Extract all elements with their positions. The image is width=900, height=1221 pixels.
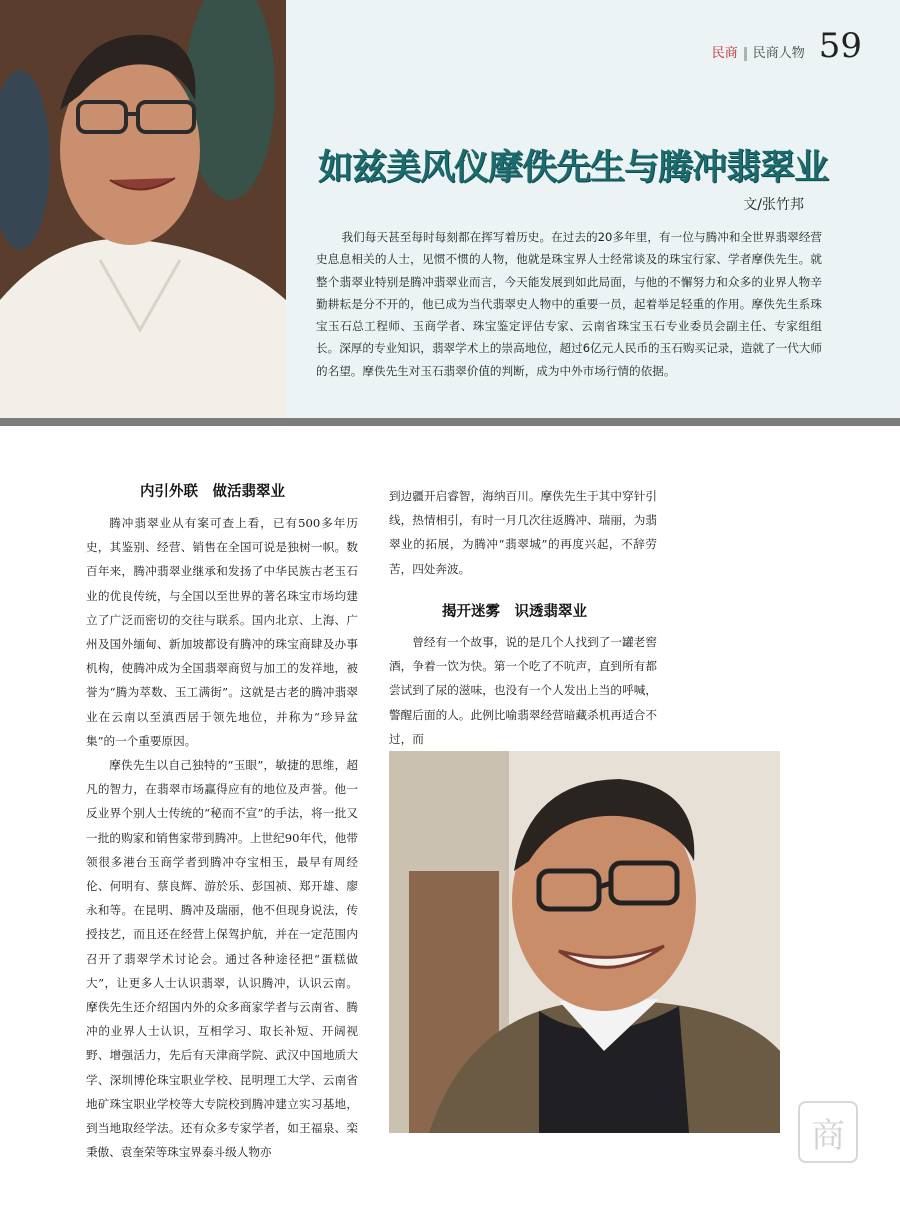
article-title: 如兹美风仪摩佚先生与腾冲翡翠业: [318, 148, 829, 188]
body-paragraph: 腾冲翡翠业从有案可查上看，已有500多年历史，其鉴别、经营、销售在全国可说是独树一帜。数百年来，腾冲翡翠业继承和发扬了中华民族古老玉石业的优良传统，与全国以至世界的著名珠宝市场均建立了广泛而密切的交往与联系。国内北京、上海、广州及国外缅甸、新加坡都设有腾冲的珠宝商肆及办事机构，使腾冲成为全国翡翠商贸与加工的发祥地，被誉为“腾为萃数、玉工满街”。这就是古老的腾冲翡翠业在云南以至滇西居于领先地位，并称为“珍异盆集”的一个重要原因。: [86, 516, 358, 748]
body-paragraph: 到边疆开启睿智，海纳百川。摩佚先生于其中穿针引线，热情相引，有时一月几次往返腾冲、瑞丽，为翡翠业的拓展，为腾冲“翡翠城”的再度兴起，不辞劳苦，四处奔波。: [389, 489, 657, 576]
portrait-photo-bottom: [389, 751, 780, 1133]
section-divider-bar: [0, 418, 900, 426]
section-heading-1: 内引外联 做活翡翠业: [140, 484, 285, 500]
header-category: 民商: [711, 46, 738, 61]
article-author: 文/张竹邦: [743, 197, 804, 213]
logo-glyph: 商: [811, 1115, 845, 1156]
portrait-illustration-bottom: [389, 751, 780, 1133]
magazine-logo: [798, 1101, 858, 1163]
body-paragraph: 曾经有一个故事，说的是几个人找到了一罐老窖酒，争着一饮为快。第一个吃了不吭声，直到所有都尝试到了尿的滋味，也没有一个人发出上当的呼喊，警醒后面的人。此例比喻翡翠经营暗藏杀机再适合不过，而: [389, 635, 657, 746]
body-column-right-mid: [389, 630, 657, 751]
running-header: [712, 24, 862, 64]
header-separator: [744, 47, 747, 61]
body-column-right-top: [389, 484, 657, 581]
section-heading-2: 揭开迷雾 识透翡翠业: [442, 604, 587, 620]
body-paragraph: 摩佚先生以自己独特的“玉眼”，敏捷的思维，超凡的智力，在翡翠市场赢得应有的地位及声誉。他一反业界个别人士传统的“秘而不宣”的手法，将一批又一批的购家和销售家带到腾冲。上世纪90年代，他带领很多港台玉商学者到腾冲夺宝相玉，最早有周经伦、何明有、蔡良辉、游於乐、彭国祯、郑开雄、廖永和等。在昆明、腾冲及瑞丽，他不但现身说法，传授技艺，而且还在经营上保驾护航，并在一定范围内召开了翡翠学术讨论会。通过各种途径把“蛋糕做大”，让更多人士认识翡翠，认识腾冲，认识云南。摩佚先生还介绍国内外的众多商家学者与云南省、腾冲的业界人士认识，互相学习、取长补短、开阔视野、增强活力，先后有天津商学院、武汉中国地质大学、深圳博伦珠宝职业学校、昆明理工大学、云南省地矿珠宝职业学校等大专院校到腾冲建立实习基地，到当地取经学法。还有众多专家学者，如王福泉、栾秉傲、袁奎荣等珠宝界泰斗级人物亦: [86, 758, 358, 1160]
portrait-photo-top: [0, 0, 286, 418]
article-intro: 我们每天甚至每时每刻都在挥写着历史。在过去的20多年里，有一位与腾冲和全世界翡翠经营史息息相关的人士，见惯不惯的人物，他就是珠宝界人士经常谈及的珠宝行家、学者摩佚先生。就整个翡翠业特别是腾冲翡翠业而言，今天能发展到如此局面，与他的不懈努力和众多的业界人物辛勤耕耘是分不开的，他已成为当代翡翠史人物中的重要一员，起着举足轻重的作用。摩佚先生系珠宝玉石总工程师、玉商学者、珠宝鉴定评估专家、云南省珠宝玉石专业委员会副主任、专家组组长。深厚的专业知识，翡翠学术上的崇高地位，超过6亿元人民币的玉石购买记录，造就了一代大师的名望。摩佚先生对玉石翡翠价值的判断，成为中外市场行情的依据。: [316, 230, 822, 378]
body-column-left: [86, 511, 358, 1164]
portrait-illustration-top: [0, 0, 286, 418]
header-section: 民商人物: [752, 46, 805, 61]
page-number: 59: [818, 26, 862, 66]
